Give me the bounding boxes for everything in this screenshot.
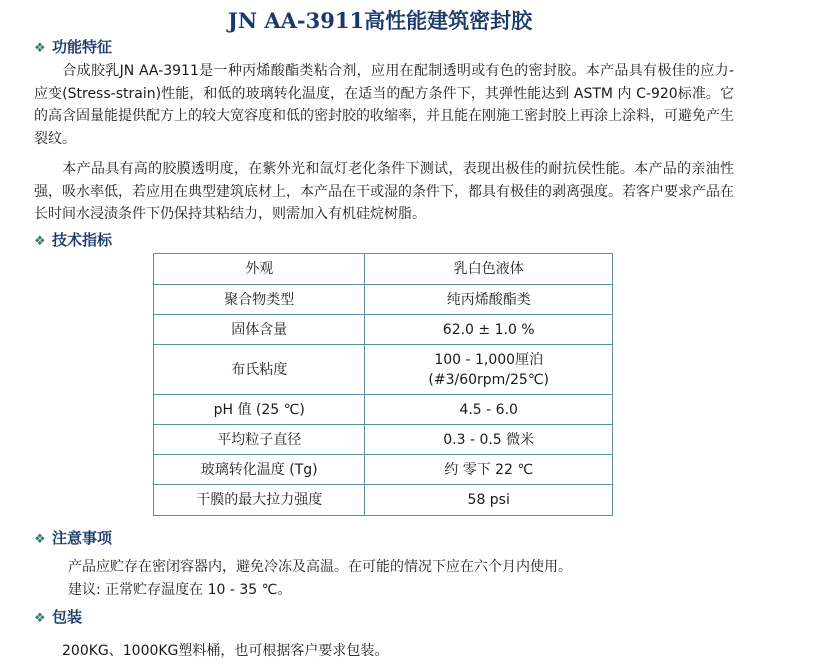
- diamond-bullet-icon: ❖: [34, 611, 46, 626]
- features-paragraph-2-text: 本产品具有高的胶膜透明度，在紫外光和氙灯老化条件下测试，表现出极佳的耐抗侯性能。本产品的亲油性强，吸水率低，若应用在典型建筑底材上，本产品在干或湿的条件下，都具有极佳的剥离强度。若客户要求产品在长时间水浸渍条件下仍保持其粘结力，则需加入有机硅烷树脂。: [34, 161, 734, 222]
- section-heading-specs: [34, 230, 112, 252]
- spec-value: 62.0 ± 1.0 %: [365, 315, 613, 345]
- table-row: [154, 485, 613, 516]
- section-heading-notes: [34, 528, 112, 550]
- spec-key: 玻璃转化温度 (Tg): [154, 455, 365, 485]
- table-row: [154, 285, 613, 315]
- section-heading-packaging-label: 包装: [52, 608, 83, 626]
- spec-value: 4.5 - 6.0: [365, 395, 613, 425]
- spec-value: 58 psi: [365, 485, 613, 516]
- spec-value: 约 零下 22 ℃: [365, 455, 613, 485]
- spec-value: 乳白色液体: [365, 254, 613, 285]
- spec-value: [365, 345, 613, 395]
- diamond-bullet-icon: ❖: [34, 532, 46, 547]
- table-row: [154, 395, 613, 425]
- features-paragraph-2: [34, 158, 734, 226]
- features-paragraph-1-text: 合成胶乳JN AA-3911是一种丙烯酸酯类粘合剂，应用在配制透明或有色的密封胶。本产品具有极佳的应力-应变(Stress-strain)性能，和低的玻璃转化温度，在适当的配方条件下，其弹性能达到 ASTM 内 C-920标准。它的高含固量能提供配方上的较大宽容度和低的密封胶的收缩率，并且能在刚施工密封胶上再涂上涂料，可避免产生裂纹。: [34, 63, 734, 147]
- table-row: [154, 455, 613, 485]
- section-heading-notes-label: 注意事项: [52, 529, 113, 547]
- table-row: [154, 425, 613, 455]
- spec-value-line-2: (#3/60rpm/25℃): [428, 371, 550, 388]
- spec-key: pH 值 (25 ℃): [154, 395, 365, 425]
- spec-value: 纯丙烯酸酯类: [365, 285, 613, 315]
- spec-key: 布氏粘度: [154, 345, 365, 395]
- section-heading-packaging: [34, 607, 82, 629]
- packaging-line-1: 200KG、1000KG塑料桶，也可根据客户要求包装。: [62, 643, 389, 659]
- section-heading-features: [34, 37, 112, 59]
- notes-line-1: 产品应贮存在密闭容器内，避免冷冻及高温。在可能的情况下应在六个月内使用。: [68, 559, 572, 575]
- spec-value-line-1: 100 - 1,000厘泊: [434, 351, 544, 368]
- table-row: [154, 254, 613, 285]
- page-title: JN AA-3911高性能建筑密封胶: [227, 8, 533, 33]
- spec-key: 聚合物类型: [154, 285, 365, 315]
- table-row: [154, 345, 613, 395]
- diamond-bullet-icon: ❖: [34, 41, 46, 56]
- spec-key: 固体含量: [154, 315, 365, 345]
- diamond-bullet-icon: ❖: [34, 234, 46, 249]
- spec-key: 外观: [154, 254, 365, 285]
- spec-key: 干膜的最大拉力强度: [154, 485, 365, 516]
- features-paragraph-1: [34, 60, 734, 150]
- section-heading-features-label: 功能特征: [52, 38, 113, 56]
- section-heading-specs-label: 技术指标: [52, 231, 113, 249]
- spec-key: 平均粒子直径: [154, 425, 365, 455]
- notes-line-2: 建议: 正常贮存温度在 10 - 35 ℃。: [68, 582, 292, 598]
- spec-value: 0.3 - 0.5 微米: [365, 425, 613, 455]
- spec-table: [153, 253, 613, 516]
- table-row: [154, 315, 613, 345]
